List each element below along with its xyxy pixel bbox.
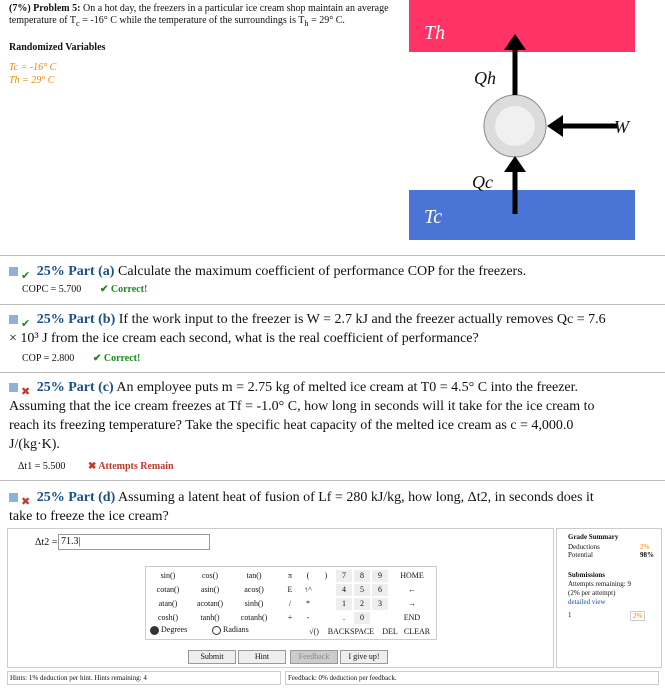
x-icon: ✖: [21, 386, 31, 399]
qc-label: Qc: [472, 172, 493, 192]
problem-sub-h: h: [304, 19, 309, 28]
cotan-button[interactable]: cotan(): [156, 585, 180, 594]
part-c-text-1: An employee puts m = 2.75 kg of melted ice cream at T0 = 4.5° C into the freezer.: [116, 380, 579, 395]
problem-header: (7%) Problem 5:: [9, 3, 81, 14]
close-paren-button[interactable]: ): [324, 571, 328, 580]
digit-7-button[interactable]: 7: [336, 570, 352, 582]
minus-button[interactable]: -: [306, 613, 310, 622]
asin-button[interactable]: asin(): [200, 585, 220, 594]
part-d-text-1: Assuming a latent heat of fusion of Lf = 280 kJ/kg, how long, Δt2, in seconds does it: [118, 490, 594, 505]
th-label: Th: [424, 22, 446, 44]
grade-title: Grade Summary: [568, 533, 619, 541]
collapse-icon[interactable]: [9, 315, 18, 324]
qc-arrowhead: [504, 156, 526, 172]
randomized-th: Th = 29° C: [9, 75, 55, 86]
submit-button[interactable]: Submit: [188, 650, 236, 664]
radians-label: Radians: [223, 625, 249, 634]
w-label: W: [614, 117, 629, 137]
divider-d: [0, 480, 665, 481]
sin-button[interactable]: sin(): [160, 571, 176, 580]
acotan-button[interactable]: acotan(): [196, 599, 224, 608]
e-button[interactable]: E: [287, 585, 293, 594]
check-icon: ✔: [21, 270, 31, 283]
end-button[interactable]: END: [403, 613, 421, 622]
randomized-title: Randomized Variables: [9, 42, 106, 53]
divider-b: [0, 304, 665, 305]
degrees-radio[interactable]: [150, 625, 187, 635]
potential-value: 98%: [640, 551, 654, 559]
backspace-button[interactable]: BACKSPACE: [327, 627, 375, 636]
digit-9-button[interactable]: 9: [372, 570, 388, 582]
submission-row-value: 2%: [630, 611, 645, 621]
tan-button[interactable]: tan(): [246, 571, 262, 580]
part-c: [9, 378, 664, 454]
part-c-percent: 25% Part (c): [36, 380, 114, 395]
open-paren-button[interactable]: (: [306, 571, 310, 580]
problem-sub-c: c: [76, 19, 80, 28]
qh-label: Qh: [474, 68, 496, 88]
engine-highlight: [495, 106, 535, 146]
detailed-view-link[interactable]: detailed view: [568, 598, 606, 606]
deductions-label: Deductions: [568, 543, 600, 551]
problem-statement: [9, 3, 409, 30]
part-d-text-2: take to freeze the ice cream?: [9, 509, 169, 524]
atan-button[interactable]: atan(): [158, 599, 178, 608]
digit-2-button[interactable]: 2: [354, 598, 370, 610]
randomized-tc: Tc = -16° C: [9, 62, 57, 73]
divider-c: [0, 372, 665, 373]
radio-unselected-icon: [212, 626, 221, 635]
sqrt-button[interactable]: √(): [309, 627, 319, 636]
multiply-button[interactable]: *: [306, 599, 310, 608]
part-c-status-text: Attempts Remain: [98, 461, 174, 472]
collapse-icon[interactable]: [9, 267, 18, 276]
part-b-status: ✔ Correct!: [93, 353, 141, 364]
plus-button[interactable]: +: [287, 613, 293, 622]
power-button[interactable]: ↑^: [304, 585, 312, 594]
check-icon: ✔: [21, 318, 31, 331]
left-arrow-button[interactable]: ←: [408, 585, 416, 594]
submission-row-num: 1: [568, 611, 572, 619]
part-b-text-1: If the work input to the freezer is W = 2.7 kJ and the freezer actually removes Qc = 7.6: [118, 312, 606, 327]
answer-input[interactable]: 71.3|: [58, 534, 210, 550]
problem-text-1: On a hot day, the freezers in a particular ice cream shop maintain an average: [82, 3, 389, 14]
part-a: [9, 262, 659, 281]
give-up-button[interactable]: I give up!: [340, 650, 388, 664]
divider-a: [0, 255, 665, 256]
collapse-icon[interactable]: [9, 383, 18, 392]
part-c-text-3: reach its freezing temperature? Take the specific heat capacity of the melted ice cream as c = 4,000.0: [9, 418, 574, 433]
part-a-answer: COPC = 5.700: [22, 284, 82, 295]
digit-3-button[interactable]: 3: [372, 598, 388, 610]
part-c-status: ✖ Attempts Remain: [88, 461, 174, 472]
degrees-label: Degrees: [161, 625, 188, 634]
x-icon: ✖: [21, 496, 31, 509]
digit-4-button[interactable]: 4: [336, 584, 352, 596]
submissions-title: Submissions: [568, 571, 605, 579]
cosh-button[interactable]: cosh(): [158, 613, 178, 622]
part-b-percent: 25% Part (b): [36, 312, 116, 327]
part-b: [9, 310, 664, 348]
attempts-remaining: Attempts remaining: 9: [568, 580, 631, 588]
part-a-text: Calculate the maximum coefficient of performance COP for the freezers.: [117, 264, 527, 279]
radians-radio[interactable]: [212, 625, 249, 635]
part-b-answer: COP = 2.800: [22, 353, 75, 364]
tanh-button[interactable]: tanh(): [200, 613, 220, 622]
del-button[interactable]: DEL: [382, 627, 398, 636]
cotanh-button[interactable]: cotanh(): [240, 613, 268, 622]
sinh-button[interactable]: sinh(): [244, 599, 264, 608]
cold-reservoir: [409, 190, 635, 240]
tc-label: Tc: [424, 206, 443, 228]
problem-text-2e: = 29° C.: [308, 15, 345, 26]
dot-button[interactable]: .: [343, 613, 345, 622]
divide-button[interactable]: /: [288, 599, 292, 608]
feedback-footer: Feedback: 0% deduction per feedback.: [285, 671, 659, 685]
part-d: [9, 488, 664, 526]
problem-text-2c: = -16° C while the temperature of the surroundings is T: [79, 15, 305, 26]
problem-text-2: temperature of T: [9, 15, 77, 26]
digit-0-button[interactable]: 0: [354, 612, 370, 624]
part-b-status-text: Correct!: [103, 353, 141, 364]
part-c-text-2: Assuming that the ice cream freezes at Tf = -1.0° C, how long in seconds will it take for the ice cream to: [9, 399, 595, 414]
clear-button[interactable]: CLEAR: [403, 627, 431, 636]
cos-button[interactable]: cos(): [202, 571, 218, 580]
potential-label: Potential: [568, 551, 593, 559]
part-a-status: ✔ Correct!: [100, 284, 148, 295]
part-d-percent: 25% Part (d): [36, 490, 116, 505]
acos-button[interactable]: acos(): [244, 585, 264, 594]
part-d-input-label: Δt2 =: [35, 537, 58, 548]
hint-button[interactable]: Hint: [238, 650, 286, 664]
radio-selected-icon: [150, 626, 159, 635]
part-a-status-text: Correct!: [110, 284, 148, 295]
digit-5-button[interactable]: 5: [354, 584, 370, 596]
digit-1-button[interactable]: 1: [336, 598, 352, 610]
part-b-text-2: × 10³ J from the ice cream each second, what is the real coefficient of performance?: [9, 331, 479, 346]
part-c-answer: Δt1 = 5.500: [18, 461, 66, 472]
digit-8-button[interactable]: 8: [354, 570, 370, 582]
expand-icon[interactable]: [9, 493, 18, 502]
part-c-text-4: J/(kg·K).: [9, 437, 60, 452]
part-a-percent: 25% Part (a): [36, 264, 115, 279]
right-arrow-button[interactable]: →: [408, 599, 416, 608]
deductions-value: 2%: [640, 543, 650, 551]
feedback-button[interactable]: Feedback: [290, 650, 338, 664]
pi-button[interactable]: π: [287, 571, 293, 580]
home-button[interactable]: HOME: [400, 571, 424, 580]
hints-footer: Hints: 1% deduction per hint. Hints remaining: 4: [7, 671, 281, 685]
w-arrowhead: [547, 115, 563, 137]
digit-6-button[interactable]: 6: [372, 584, 388, 596]
per-attempt: (2% per attempt): [568, 589, 616, 597]
